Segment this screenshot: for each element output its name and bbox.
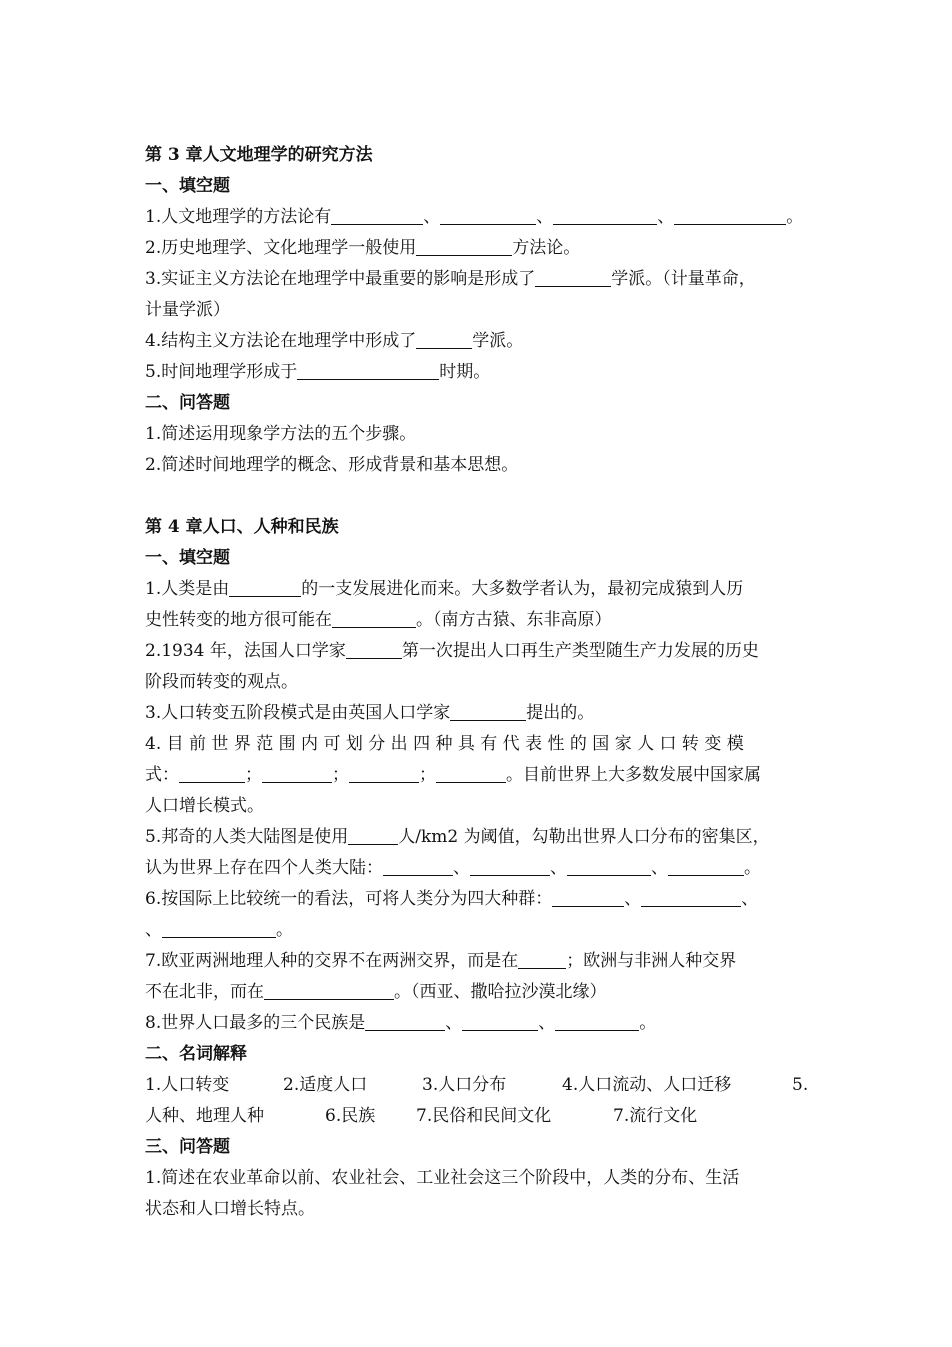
chapter-3-title: 第 3 章人文地理学的研究方法 bbox=[145, 145, 373, 165]
ch3-question-4: 4.结构主义方法论在地理学中形成了 学派。 bbox=[145, 326, 810, 357]
ch4-terms-heading: 二、名词解释 bbox=[145, 1044, 247, 1064]
answer-blank bbox=[349, 762, 419, 783]
ch4-question-1: 1.人类是由 的一支发展进化而来。大多数学者认为，最初完成猿到人历 bbox=[145, 574, 810, 605]
answer-blank bbox=[365, 1010, 445, 1031]
answer-blank bbox=[162, 917, 276, 938]
answer-blank bbox=[348, 824, 398, 845]
answer-blank bbox=[535, 266, 611, 287]
answer-blank bbox=[383, 855, 453, 876]
ch4-qa-heading: 三、问答题 bbox=[145, 1137, 230, 1157]
ch4-question-6: 6.按国际上比较统一的看法，可将人类分为四大种群： 、 、 bbox=[145, 884, 810, 915]
answer-blank bbox=[416, 235, 512, 256]
ch3-question-3-cont: 计量学派） bbox=[145, 300, 230, 320]
ch3-question-5: 5.时间地理学形成于 时期。 bbox=[145, 357, 810, 388]
answer-blank bbox=[553, 204, 657, 225]
answer-blank bbox=[440, 204, 536, 225]
ch3-question-2: 2.历史地理学、文化地理学一般使用 方法论。 bbox=[145, 233, 810, 264]
answer-blank bbox=[674, 204, 786, 225]
term-item: 1.人口转变 bbox=[145, 1075, 230, 1095]
answer-blank bbox=[331, 204, 423, 225]
answer-blank bbox=[518, 948, 566, 969]
answer-blank bbox=[462, 1010, 538, 1031]
ch4-fill-blank-heading: 一、填空题 bbox=[145, 548, 230, 568]
answer-blank bbox=[179, 762, 245, 783]
ch4-question-3: 3.人口转变五阶段模式是由英国人口学家 提出的。 bbox=[145, 698, 810, 729]
ch4-question-6-cont: 、 。 bbox=[145, 915, 810, 946]
ch3-question-1: 1.人文地理学的方法论有 、 、 、 。 bbox=[145, 202, 810, 233]
ch4-qa-1-cont: 状态和人口增长特点。 bbox=[145, 1199, 315, 1219]
ch3-question-3: 3.实证主义方法论在地理学中最重要的影响是形成了 学派。（计量革命， bbox=[145, 264, 810, 295]
answer-blank bbox=[567, 855, 651, 876]
answer-blank bbox=[264, 979, 394, 1000]
term-item: 7.流行文化 bbox=[613, 1106, 698, 1126]
ch4-qa-1: 1.简述在农业革命以前、农业社会、工业社会这三个阶段中，人类的分布、生活 bbox=[145, 1168, 740, 1188]
answer-blank bbox=[436, 762, 506, 783]
term-item: 2.适度人口 bbox=[283, 1075, 368, 1095]
ch4-question-7: 7.欧亚两洲地理人种的交界不在两洲交界，而是在 ；欧洲与非洲人种交界 bbox=[145, 946, 810, 977]
ch4-question-1-cont: 史性转变的地方很可能在 。（南方古猿、东非高原） bbox=[145, 605, 810, 636]
answer-blank bbox=[262, 762, 332, 783]
ch4-terms-line-2 bbox=[145, 1101, 810, 1132]
chapter-4-title: 第 4 章人口、人种和民族 bbox=[145, 517, 339, 537]
term-item: 人种、地理人种 bbox=[145, 1106, 264, 1126]
document-page bbox=[145, 140, 810, 1225]
term-item: 3.人口分布 bbox=[422, 1075, 507, 1095]
answer-blank bbox=[416, 328, 472, 349]
answer-blank bbox=[297, 359, 439, 380]
ch3-qa-2: 2.简述时间地理学的概念、形成背景和基本思想。 bbox=[145, 455, 519, 475]
ch3-fill-blank-heading: 一、填空题 bbox=[145, 176, 230, 196]
answer-blank bbox=[229, 576, 301, 597]
ch4-question-2-cont: 阶段而转变的观点。 bbox=[145, 672, 298, 692]
term-item: 6.民族 bbox=[325, 1106, 376, 1126]
answer-blank bbox=[450, 700, 526, 721]
ch4-question-2: 2.1934 年，法国人口学家 第一次提出人口再生产类型随生产力发展的历史 bbox=[145, 636, 810, 667]
answer-blank bbox=[552, 886, 624, 907]
ch4-question-8: 8.世界人口最多的三个民族是 、 、 。 bbox=[145, 1008, 810, 1039]
answer-blank bbox=[332, 607, 416, 628]
term-item: 4.人口流动、人口迁移 bbox=[562, 1075, 732, 1095]
term-item: 7.民俗和民间文化 bbox=[416, 1106, 552, 1126]
answer-blank bbox=[668, 855, 744, 876]
ch3-qa-1: 1.简述运用现象学方法的五个步骤。 bbox=[145, 424, 417, 444]
answer-blank bbox=[641, 886, 741, 907]
ch4-question-5-cont: 认为世界上存在四个人类大陆： 、 、 、 。 bbox=[145, 853, 810, 884]
term-item: 5. bbox=[792, 1075, 809, 1095]
answer-blank bbox=[346, 638, 402, 659]
ch4-question-4: 4. 目 前 世 界 范 围 内 可 划 分 出 四 种 具 有 代 表 性 的 国 家 人 口 转 变 模 bbox=[145, 734, 744, 754]
ch4-question-5: 5.邦奇的人类大陆图是使用 人/km2 为阈值，勾勒出世界人口分布的密集区， bbox=[145, 822, 810, 853]
answer-blank bbox=[555, 1010, 639, 1031]
ch4-terms-line-1 bbox=[145, 1070, 810, 1101]
ch4-question-4-cont2: 人口增长模式。 bbox=[145, 796, 264, 816]
ch4-question-4-cont: 式： ； ； ； 。目前世界上大多数发展中国家属 bbox=[145, 760, 810, 791]
ch3-qa-heading: 二、问答题 bbox=[145, 393, 230, 413]
ch4-question-7-cont: 不在北非，而在 。（西亚、撒哈拉沙漠北缘） bbox=[145, 977, 810, 1008]
answer-blank bbox=[470, 855, 550, 876]
